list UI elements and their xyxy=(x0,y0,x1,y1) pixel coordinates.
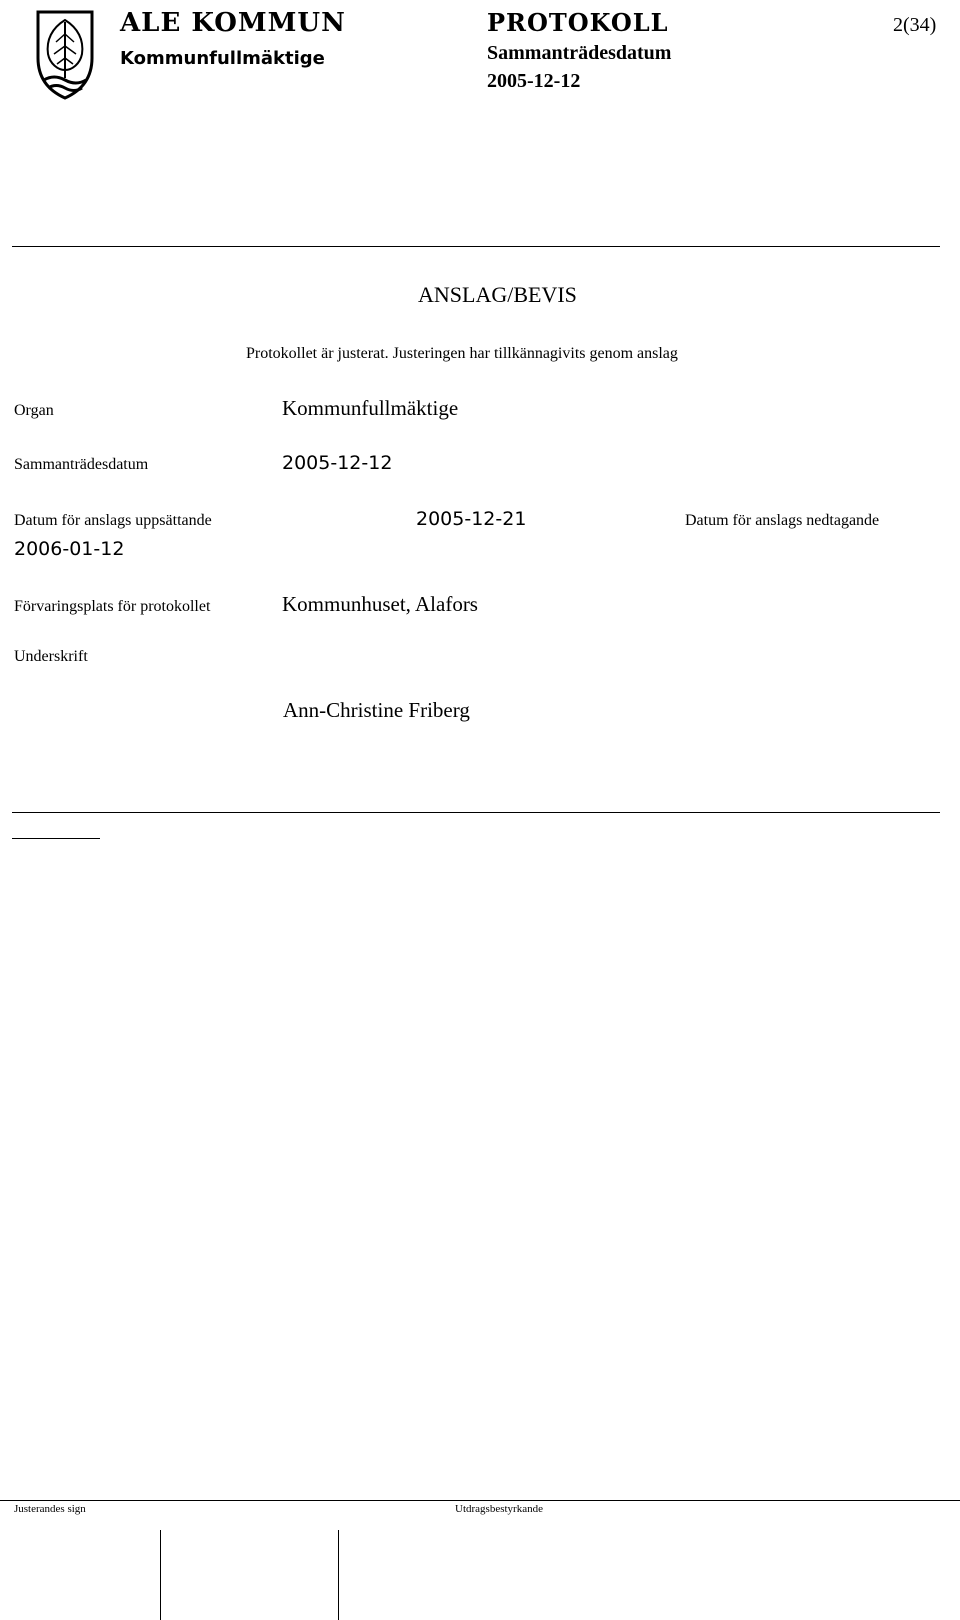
footer-divider xyxy=(0,1500,960,1501)
posting-date-value: 2005-12-21 xyxy=(416,508,527,530)
organization-body: Kommunfullmäktige xyxy=(120,48,325,69)
signature-box-divider-1 xyxy=(160,1530,161,1620)
header-date: 2005-12-12 xyxy=(487,70,581,92)
signature-label: Underskrift xyxy=(14,648,88,665)
organization-name: ALE KOMMUN xyxy=(120,8,346,38)
storage-label: Förvaringsplats för protokollet xyxy=(14,598,211,615)
page-number: 2(34) xyxy=(893,14,937,36)
signature-box-divider-2 xyxy=(338,1530,339,1620)
adjuster-sign-label: Justerandes sign xyxy=(14,1503,86,1515)
leaf-shield-logo-icon xyxy=(34,8,96,100)
signature-value: Ann-Christine Friberg xyxy=(283,698,470,722)
removal-date-label: Datum för anslags nedtagande xyxy=(685,512,880,529)
header-date-label: Sammanträdesdatum xyxy=(487,42,672,64)
page-title: ANSLAG/BEVIS xyxy=(418,282,577,307)
storage-value: Kommunhuset, Alafors xyxy=(282,592,478,616)
posting-date-label: Datum för anslags uppsättande xyxy=(14,512,212,529)
signature-divider xyxy=(12,812,940,813)
signature-short-rule xyxy=(12,838,100,839)
document-type: PROTOKOLL xyxy=(487,8,669,37)
removal-date-value: 2006-01-12 xyxy=(14,538,125,560)
intro-text: Protokollet är justerat. Justeringen har tillkännagivits genom anslag xyxy=(246,345,678,362)
meeting-date-label: Sammanträdesdatum xyxy=(14,456,149,473)
organ-label: Organ xyxy=(14,402,54,419)
organ-value: Kommunfullmäktige xyxy=(282,396,459,420)
excerpt-certification-label: Utdragsbestyrkande xyxy=(455,1503,543,1515)
meeting-date-value: 2005-12-12 xyxy=(282,452,393,474)
header-divider xyxy=(12,246,940,247)
